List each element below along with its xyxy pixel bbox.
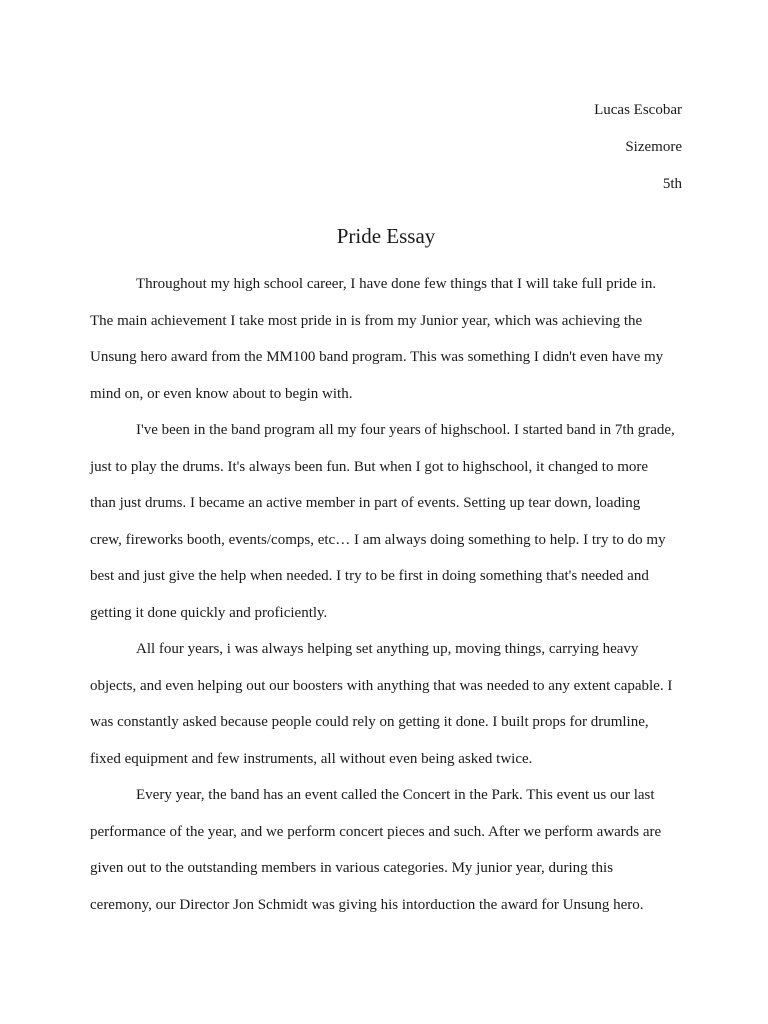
text-line: Throughout my high school career, I have done few things that I will take full pride in. [136,276,657,292]
paragraph [90,631,682,777]
text-line: performance of the year, and we perform concert pieces and such. After we perform awards are [90,823,662,840]
text-line: Unsung hero award from the MM100 band program. This was something I didn't even have my [90,349,664,365]
text-line: objects, and even helping out our boosters with anything that was needed to any extent capable. I [90,677,673,694]
text-line: mind on, or even know about to begin with. [90,385,353,402]
text-line: ceremony, our Director Jon Schmidt was giving his intorduction the award for Unsung hero. [90,896,644,913]
text-line: Every year, the band has an event called the Concert in the Park. This event us our last [136,787,655,803]
paragraph [90,777,682,923]
text-line: best and just give the help when needed. I try to be first in doing something that's needed and [90,568,649,584]
teacher-name: Sizemore [625,139,682,155]
text-line: All four years, i was always helping set anything up, moving things, carrying heavy [136,641,639,657]
essay-title: Pride Essay [336,224,436,248]
text-line: just to play the drums. It's always been fun. But when I got to highschool, it changed to more [90,458,649,475]
text-line: The main achievement I take most pride in is from my Junior year, which was achieving the [90,312,643,329]
author-name: Lucas Escobar [594,102,682,118]
text-line: getting it done quickly and proficiently. [90,604,328,621]
text-line: than just drums. I became an active member in part of events. Setting up tear down, loading [90,495,641,511]
header-block [90,0,682,203]
text-line: I've been in the band program all my four years of highschool. I started band in 7th grade, [136,422,675,438]
text-line: given out to the outstanding members in various categories. My junior year, during this [90,860,614,876]
text-line: crew, fireworks booth, events/comps, etc… I am always doing something to help. I try to do my [90,531,666,548]
essay-body [90,266,682,923]
text-line: was constantly asked because people could rely on getting it done. I built props for drumline, [90,714,649,730]
text-line: fixed equipment and few instruments, all without even being asked twice. [90,750,533,767]
paragraph [90,266,682,412]
paragraph [90,412,682,631]
class-period: 5th [662,176,682,192]
